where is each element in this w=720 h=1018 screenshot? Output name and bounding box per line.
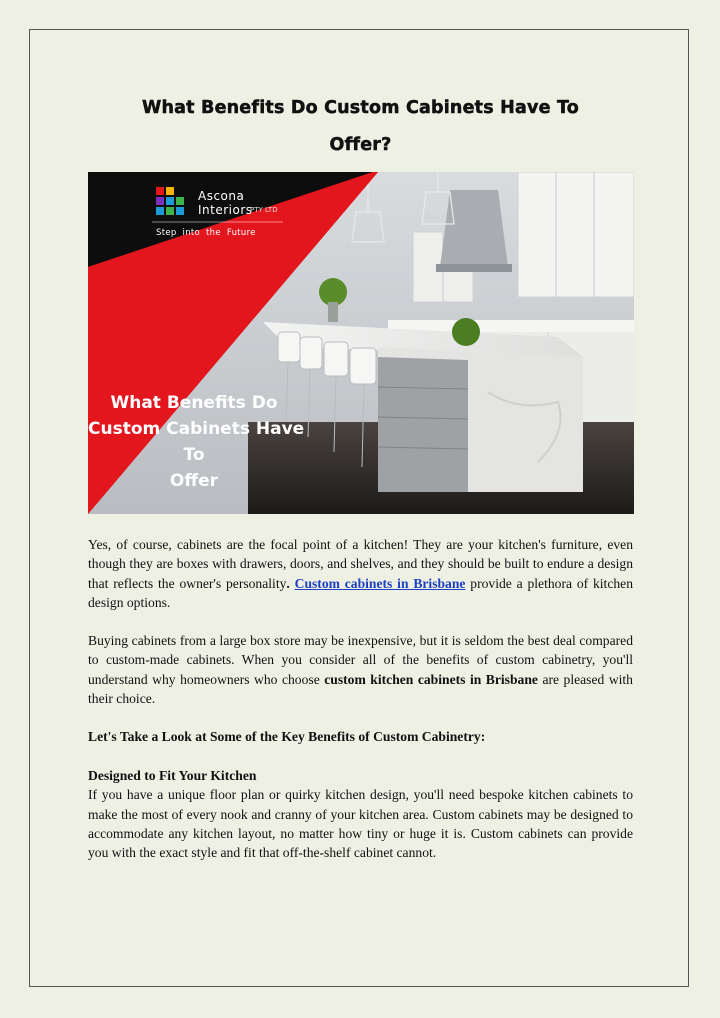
section-heading-key-benefits: [88, 727, 633, 746]
page-title: [88, 90, 633, 164]
custom-cabinets-brisbane-link[interactable]: Custom cabinets in Brisbane: [294, 575, 466, 591]
p4-text: If you have a unique floor plan or quirky kitchen design, you'll need bespoke kitchen cabinets to make the most of every nook and cranny of your kitchen area. Custom cabinets may be designed to accommodate any kitchen layout, no matter how tiny or huge it is. Custom cabinets can provide you with the exact style and fit that off-the-shelf cabinet cannot.: [88, 787, 633, 861]
p2-text-end: are pleased with their choice.: [88, 671, 633, 706]
p1-text: Yes, of course, cabinets are the focal point of a kitchen! They are your kitchen's furniture, even though they are boxes with drawers, doors, and shelves, and they should be built to endure a design that reflects the owner's personality: [88, 537, 633, 591]
range-hood: [440, 190, 508, 267]
plant: [319, 278, 347, 306]
hero-line-4: Offer: [169, 471, 219, 491]
p1-dot: .: [286, 575, 290, 591]
section-designed-to-fit: [88, 766, 633, 862]
logo-name-2: Interiors: [198, 203, 253, 217]
p1-text-end: provide a plethora of kitchen design options.: [88, 575, 633, 610]
p3-heading: Let's Take a Look at Some of the Key Benefits of Custom Cabinetry:: [88, 729, 486, 744]
logo-suffix: PTY LTD: [250, 206, 278, 214]
p2-text: Buying cabinets from a large box store may be inexpensive, but it is seldom the best deal compared to custom-made cabinets. When you consider all of the benefits of custom cabinetry, you'll understand why homeowners who choose: [88, 633, 633, 687]
logo-tagline: Step into the Future: [156, 228, 256, 238]
title-line-1: What Benefits Do Custom Cabinets Have To: [142, 98, 579, 118]
hero-overlay-text: [88, 390, 305, 494]
title-line-2: Offer?: [329, 135, 392, 155]
back-counter: [388, 320, 634, 332]
p4-heading: Designed to Fit Your Kitchen: [88, 768, 257, 783]
hero-line-3: To: [183, 445, 205, 465]
paragraph-intro: [88, 535, 633, 612]
hero-line-1: What Benefits Do: [110, 393, 278, 413]
hero-image: [88, 172, 634, 514]
p2-bold: custom kitchen cabinets in Brisbane: [324, 671, 538, 687]
brand-logo: [150, 182, 285, 242]
logo-name: Ascona: [198, 189, 245, 203]
hero-line-2: Custom Cabinets Have: [88, 419, 305, 439]
paragraph-buying: [88, 631, 633, 708]
